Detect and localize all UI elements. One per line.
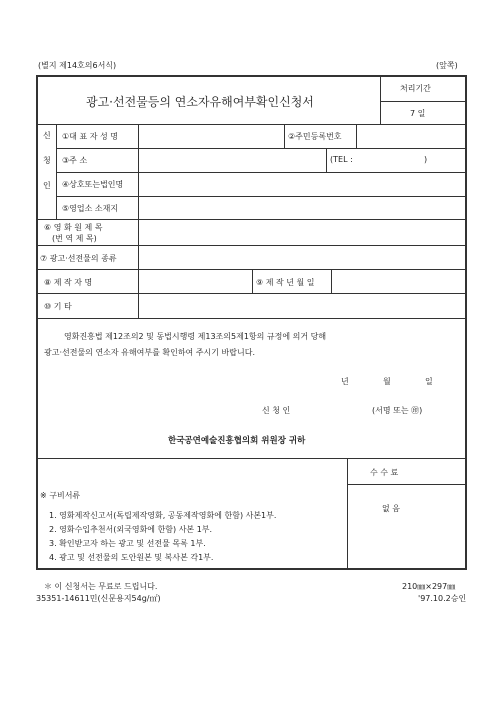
film-title-label: ⑥ 영 화 원 제 목 bbox=[44, 223, 103, 232]
form-border-right bbox=[465, 75, 467, 570]
processing-value: 7 일 bbox=[410, 109, 426, 118]
date-year: 년 bbox=[341, 377, 349, 386]
documents-heading: ※ 구비서류 bbox=[40, 491, 81, 500]
footer-size: 210㎜×297㎜ bbox=[402, 582, 456, 591]
date-day: 일 bbox=[425, 377, 433, 386]
statement-line2: 광고·선전물의 연소자 유해여부를 확인하여 주시기 바랍니다. bbox=[44, 348, 255, 357]
signature-note: (서명 또는 ㊞) bbox=[372, 406, 423, 415]
ad-type-label: ⑦ 광고·선전물의 종류 bbox=[40, 254, 117, 263]
form-number: (별지 제14호의6서식) bbox=[38, 61, 117, 70]
reg-no-label: ②주민등록번호 bbox=[288, 132, 342, 141]
footer-note: ＊ 이 신청서는 무료로 드립니다. bbox=[44, 582, 158, 591]
rep-name-label: ①대 표 자 성 명 bbox=[62, 132, 118, 141]
document-item-4: 4. 광고 및 선전물의 도안원본 및 복사본 각1부. bbox=[49, 553, 214, 562]
address-label: ③주 소 bbox=[62, 156, 88, 165]
side-char-3: 인 bbox=[43, 181, 51, 190]
form-title: 광고·선전물등의 연소자유해여부확인신청서 bbox=[86, 95, 314, 109]
applicant-sign-label: 신 청 인 bbox=[262, 406, 291, 415]
office-label: ⑤영업소 소재지 bbox=[62, 204, 119, 213]
applicant-sign-field[interactable] bbox=[310, 400, 366, 416]
form-border-bottom bbox=[36, 568, 467, 570]
tel-close: ) bbox=[424, 155, 428, 164]
document-item-3: 3. 확인받고자 하는 광고 및 선전물 목록 1부. bbox=[49, 539, 206, 548]
made-date-field[interactable] bbox=[333, 271, 464, 291]
address-field[interactable] bbox=[140, 150, 324, 170]
side-char-1: 신 bbox=[43, 131, 51, 140]
tel-label: (TEL : bbox=[330, 155, 353, 164]
rep-name-field[interactable] bbox=[140, 126, 282, 146]
fee-value: 없 음 bbox=[382, 504, 400, 513]
document-item-2: 2. 영화수입추천서(외국영화에 한함) 사본 1부. bbox=[49, 525, 213, 534]
side-char-2: 청 bbox=[43, 156, 51, 165]
other-field[interactable] bbox=[140, 295, 464, 316]
footer-approval: '97.10.2승인 bbox=[418, 594, 467, 603]
form-border-left bbox=[36, 75, 38, 570]
addressee: 한국공연예술진흥협의회 위원장 귀하 bbox=[168, 436, 306, 446]
company-field[interactable] bbox=[140, 174, 464, 194]
processing-label: 처리기간 bbox=[400, 84, 431, 93]
company-label: ④상호또는법인명 bbox=[62, 180, 124, 189]
maker-label: ⑧ 제 작 자 명 bbox=[44, 278, 93, 287]
document-item-1: 1. 영화제작신고서(독립제작영화, 공동제작영화에 한함) 사본1부. bbox=[49, 511, 277, 520]
page-side: (앞쪽) bbox=[436, 61, 458, 70]
ad-type-field[interactable] bbox=[140, 247, 464, 267]
tel-field[interactable] bbox=[360, 150, 420, 170]
statement-line1: 영화진흥법 제12조의2 및 동법시행령 제13조의5제1항의 규정에 의거 당해 bbox=[64, 332, 327, 341]
date-month: 월 bbox=[383, 377, 391, 386]
maker-field[interactable] bbox=[140, 271, 250, 291]
fee-label: 수 수 료 bbox=[370, 468, 399, 477]
office-field[interactable] bbox=[140, 198, 464, 218]
reg-no-field[interactable] bbox=[358, 126, 463, 146]
footer-code: 35351-14611민(신문용지54g/㎡) bbox=[36, 594, 161, 603]
form-border-top bbox=[36, 75, 467, 77]
made-date-label: ⑨ 제 작 년 월 일 bbox=[256, 278, 315, 287]
other-label: ⑩ 기 타 bbox=[44, 302, 72, 311]
film-title-field[interactable] bbox=[140, 221, 464, 243]
film-title-sub: (번 역 제 목) bbox=[52, 234, 97, 243]
